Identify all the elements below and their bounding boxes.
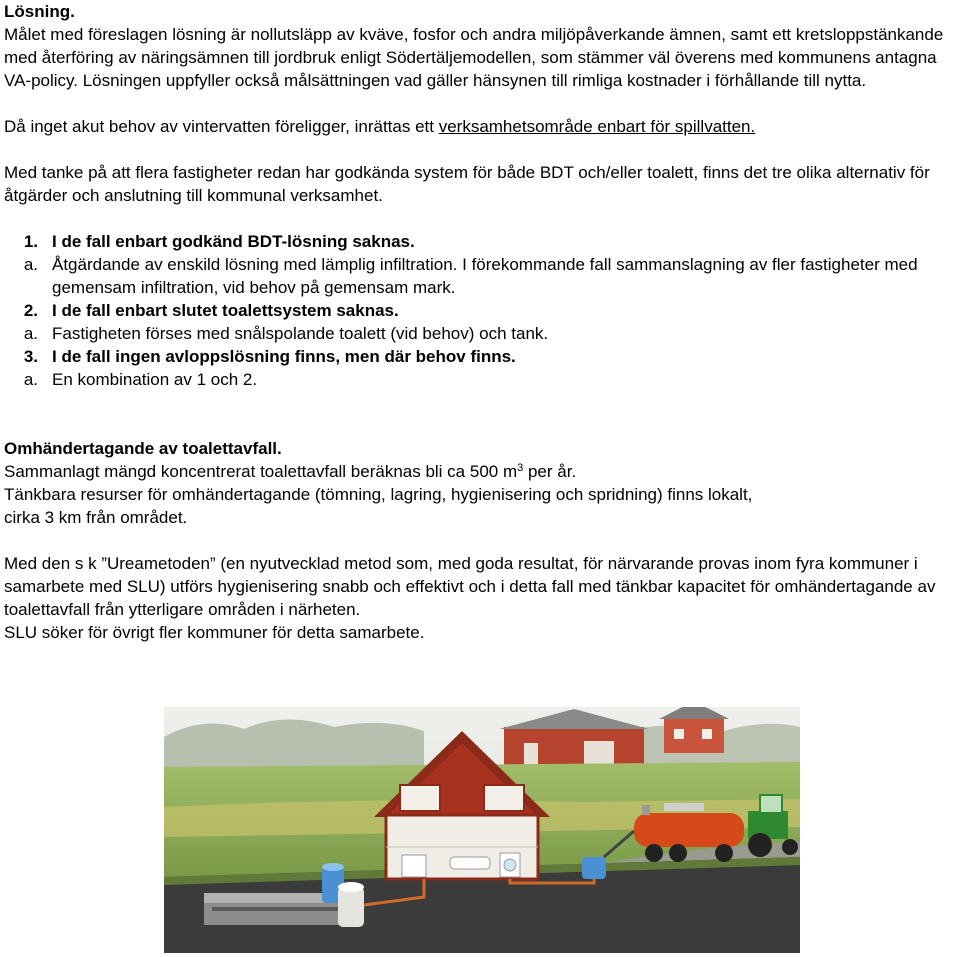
paragraph-slu: SLU söker för övrigt fler kommuner för detta samarbete. bbox=[4, 623, 425, 642]
paragraph-alternatives: Med tanke på att flera fastigheter redan har godkända system för både BDT och/eller toalett, finns det tre olika alternativ för åtgärder och anslutning till kommunal verksamhet. bbox=[4, 163, 930, 205]
list-number: 1. bbox=[23, 232, 38, 251]
collection-tank-icon bbox=[582, 857, 606, 879]
sewage-system-illustration bbox=[164, 707, 800, 953]
volume-text-end: per år. bbox=[523, 462, 577, 481]
list-subtext: Åtgärdande av enskild lösning med lämplig infiltration. I förekommande fall sammanslagning av fler fastigheter med gemensam infiltration, vid behov på gemensam mark. bbox=[52, 255, 918, 297]
list-subitem bbox=[4, 322, 958, 345]
service-area-underlined: verksamhetsområde enbart för spillvatten. bbox=[438, 117, 756, 136]
paragraph-goal: Målet med föreslagen lösning är nollutsläpp av kväve, fosfor och andra miljöpåverkande ämnen, samt ett kretsloppstänkande med återföring av näringsämnen till jordbruk enligt Södertäljemodellen, som stämmer väl överens med kommunens antagna VA-policy. Lösningen uppfyller också målsättningen vad gäller hänsynen till rimliga kostnader i förhållande till nytta. bbox=[4, 25, 944, 90]
list-letter: a. bbox=[23, 324, 38, 343]
alternatives-list bbox=[4, 230, 958, 391]
paragraph-service-area-text: Då inget akut behov av vintervatten föreligger, inrättas ett bbox=[4, 117, 439, 136]
farmhouse-icon bbox=[659, 707, 729, 753]
list-subtext: En kombination av 1 och 2. bbox=[52, 370, 258, 389]
section-heading-toilet-waste: Omhändertagande av toalettavfall. bbox=[4, 439, 282, 458]
paragraph-urea-method: Med den s k ”Ureametoden” (en nyutvecklad metod som, med goda resultat, för närvarande provas inom fyra kommuner i samarbete med SLU) utförs hygienisering snabb och effektivt och i detta fall med tänkbar kapacitet för omhändertagande av toalettavfall från ytterligare områden i närheten. bbox=[4, 554, 936, 619]
list-subtext: Fastigheten förses med snålspolande toalett (vid behov) och tank. bbox=[52, 324, 549, 343]
list-letter: a. bbox=[23, 370, 38, 389]
volume-text: Sammanlagt mängd koncentrerat toalettavfall beräknas bli ca 500 m bbox=[4, 462, 518, 481]
document bbox=[4, 0, 958, 644]
list-title: I de fall ingen avloppslösning finns, men där behov finns. bbox=[52, 347, 516, 366]
list-number: 2. bbox=[23, 301, 38, 320]
paragraph-resources: Tänkbara resurser för omhändertagande (tömning, lagring, hygienisering och spridning) finns lokalt, cirka 3 km från området. bbox=[4, 485, 753, 527]
list-title: I de fall enbart slutet toalettsystem saknas. bbox=[52, 301, 399, 320]
list-subitem bbox=[4, 253, 958, 299]
list-item bbox=[4, 299, 958, 322]
list-number: 3. bbox=[23, 347, 38, 366]
list-subitem bbox=[4, 368, 958, 391]
paragraph-service-area bbox=[4, 115, 958, 138]
section-heading: Lösning. bbox=[4, 2, 75, 21]
volume-superscript: 3 bbox=[517, 462, 524, 474]
list-letter: a. bbox=[23, 255, 38, 274]
list-title: I de fall enbart godkänd BDT-lösning saknas. bbox=[52, 232, 415, 251]
paragraph-volume bbox=[4, 460, 958, 483]
list-item bbox=[4, 230, 958, 253]
list-item bbox=[4, 345, 958, 368]
